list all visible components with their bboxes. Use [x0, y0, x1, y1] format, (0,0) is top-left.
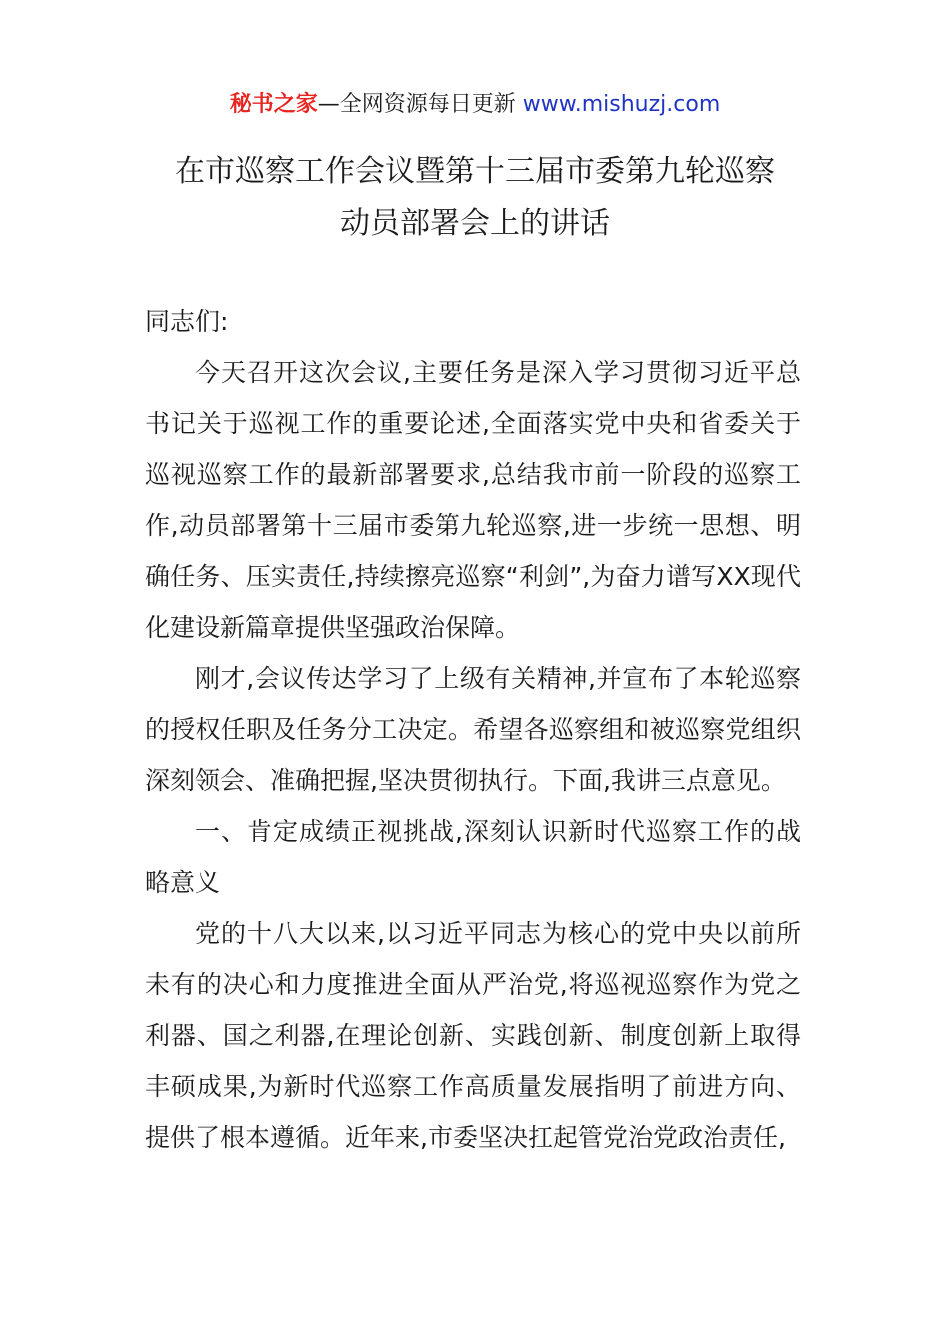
brand-name: 秘书之家 — [229, 92, 318, 117]
title-line-1: 在市巡察工作会议暨第十三届市委第九轮巡察 — [175, 154, 775, 189]
paragraph-section-1: 党的十八大以来,以习近平同志为核心的党中央以前所未有的决心和力度推进全面从严治党,将巡视巡察作为党之利器、国之利器,在理论创新、实践创新、制度创新上取得丰硕成果,为新时代巡察工作高质量发展指明了前进方向、提供了根本遵循。近年来,市委坚决扛起管党治党政治责任, — [145, 919, 801, 1152]
site-header — [0, 88, 950, 122]
salutation: 同志们: — [145, 307, 229, 336]
header-tagline: —全网资源每日更新 — [317, 92, 523, 117]
document-body — [145, 296, 801, 1163]
document-title — [60, 146, 890, 250]
section-heading-1: 一、肯定成绩正视挑战,深刻认识新时代巡察工作的战略意义 — [145, 817, 801, 897]
paragraph-intro: 今天召开这次会议,主要任务是深入学习贯彻习近平总书记关于巡视工作的重要论述,全面落实党中央和省委关于巡视巡察工作的最新部署要求,总结我市前一阶段的巡察工作,动员部署第十三届市委第九轮巡察,进一步统一思想、明确任务、压实责任,持续擦亮巡察“利剑”,为奋力谱写XX现代化建设新篇章提供坚强政治保障。 — [145, 358, 801, 642]
site-url-link[interactable]: www.mishuzj.com — [522, 92, 721, 117]
paragraph-meeting-summary: 刚才,会议传达学习了上级有关精神,并宣布了本轮巡察的授权任职及任务分工决定。希望各巡察组和被巡察党组织深刻领会、准确把握,坚决贯彻执行。下面,我讲三点意见。 — [145, 664, 801, 795]
title-line-2: 动员部署会上的讲话 — [340, 206, 610, 241]
